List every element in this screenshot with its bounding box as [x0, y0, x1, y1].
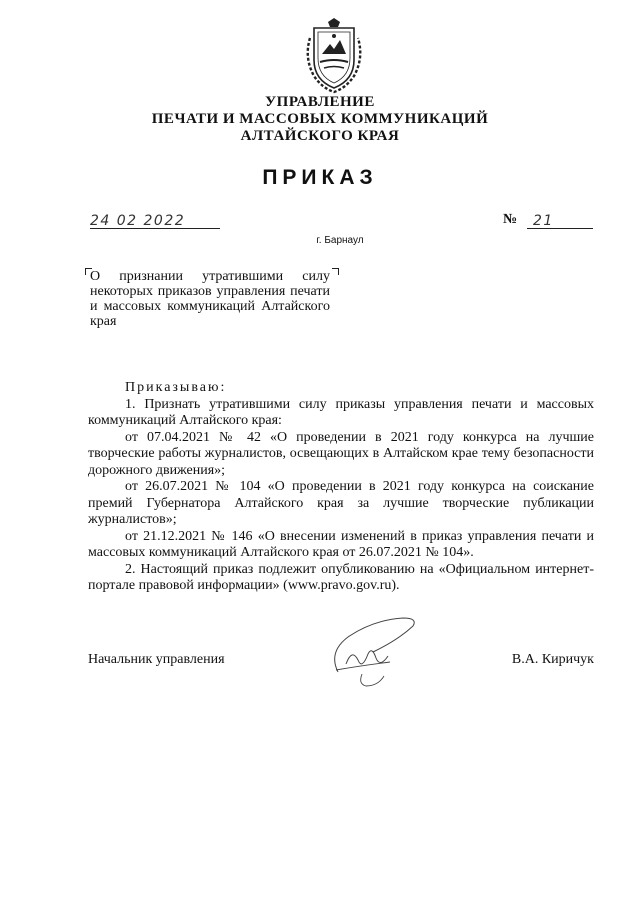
number-value: 21 [533, 213, 554, 229]
subject-bracket-right [332, 268, 339, 275]
signatory-name: В.А. Киричук [511, 652, 594, 667]
org-name-line-1: УПРАВЛЕНИЕ [265, 94, 375, 110]
handwritten-signature [318, 612, 428, 692]
org-name-line-2: ПЕЧАТИ И МАССОВЫХ КОММУНИКАЦИЙ [151, 111, 489, 127]
document-subject: О признании утратившими силу некоторых приказов управления печати и массовых коммуникаций Алтайского края [90, 269, 330, 329]
date-value: 24 02 2022 [90, 213, 186, 229]
document-title: ПРИКАЗ [262, 166, 378, 189]
paragraph-1b: от 26.07.2021 № 104 «О проведении в 2021 году конкурса на соискание премий Губернатора Алтайского края за лучшие творческие публикации журналистов»; [88, 479, 594, 527]
date-field [90, 212, 220, 229]
paragraph-1c: от 21.12.2021 № 146 «О внесении изменений в приказ управления печати и массовых коммуникаций Алтайского края от 26.07.2021 № 104». [88, 528, 594, 560]
body [88, 380, 594, 595]
order-word: Приказываю: [125, 380, 227, 395]
paragraph-1a: от 07.04.2021 № 42 «О проведении в 2021 году конкурса на лучшие творческие работы журналистов, освещающих в Алтайском крае тему безопасности дорожного движения»; [88, 429, 594, 478]
paragraph-2: 2. Настоящий приказ подлежит опубликованию на «Официальном интернет-портале правовой информации» (www.pravo.gov.ru). [88, 561, 594, 593]
number-label: № [503, 212, 518, 227]
paragraph-1: 1. Признать утратившими силу приказы управления печати и массовых коммуникаций Алтайского края: [88, 396, 594, 428]
city: г. Барнаул [316, 235, 364, 246]
signatory-position: Начальник управления [88, 652, 225, 667]
org-name-line-3: АЛТАЙСКОГО КРАЯ [240, 128, 400, 144]
number-field [527, 212, 593, 229]
coat-of-arms-emblem [300, 18, 368, 94]
